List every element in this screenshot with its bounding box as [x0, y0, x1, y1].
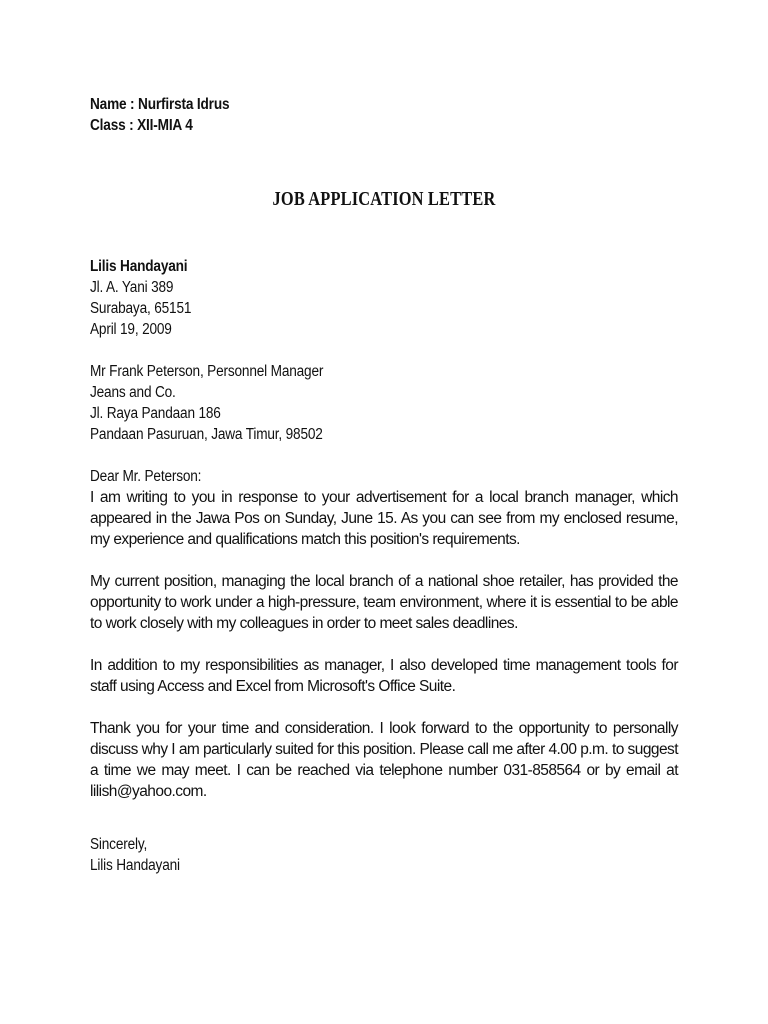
body-paragraph-3: In addition to my responsibilities as manager, I also developed time management tools for staff using Access and Excel from Microsoft's Office Suite. [90, 657, 678, 695]
student-class: Class : XII-MIA 4 [90, 117, 193, 134]
student-name: Name : Nurfirsta Idrus [90, 96, 230, 113]
sender-address-line2: Surabaya, 65151 [90, 300, 192, 317]
recipient-line4: Pandaan Pasuruan, Jawa Timur, 98502 [90, 426, 323, 443]
body-paragraph-4: Thank you for your time and consideration. I look forward to the opportunity to personally discuss why I am particularly suited for this position. Please call me after 4.00 p.m. to suggest a time we may meet. I can be reached via telephone number 031-858564 or by email at lilish@yahoo.com. [90, 720, 678, 800]
sender-name: Lilis Handayani [90, 258, 188, 275]
letter-title: JOB APPLICATION LETTER [272, 188, 496, 210]
letter-body [90, 466, 678, 802]
recipient-block [90, 361, 678, 445]
letter-date: April 19, 2009 [90, 321, 172, 338]
valediction: Sincerely, [90, 836, 148, 853]
closing-block [90, 834, 678, 876]
sender-address-line1: Jl. A. Yani 389 [90, 279, 174, 296]
signature-name: Lilis Handayani [90, 857, 180, 874]
salutation: Dear Mr. Peterson: [90, 468, 202, 485]
recipient-line2: Jeans and Co. [90, 384, 176, 401]
body-paragraph-1: I am writing to you in response to your advertisement for a local branch manager, which appeared in the Jawa Pos on Sunday, June 15. As you can see from my enclosed resume, my experience and qualifications match this position's requirements. [90, 489, 678, 548]
recipient-line3: Jl. Raya Pandaan 186 [90, 405, 221, 422]
letter-content [90, 94, 678, 876]
sender-block [90, 256, 678, 340]
recipient-line1: Mr Frank Peterson, Personnel Manager [90, 363, 324, 380]
body-paragraph-2: My current position, managing the local branch of a national shoe retailer, has provided the opportunity to work under a high-pressure, team environment, where it is essential to be able to work closely with my colleagues in order to meet sales deadlines. [90, 573, 678, 632]
